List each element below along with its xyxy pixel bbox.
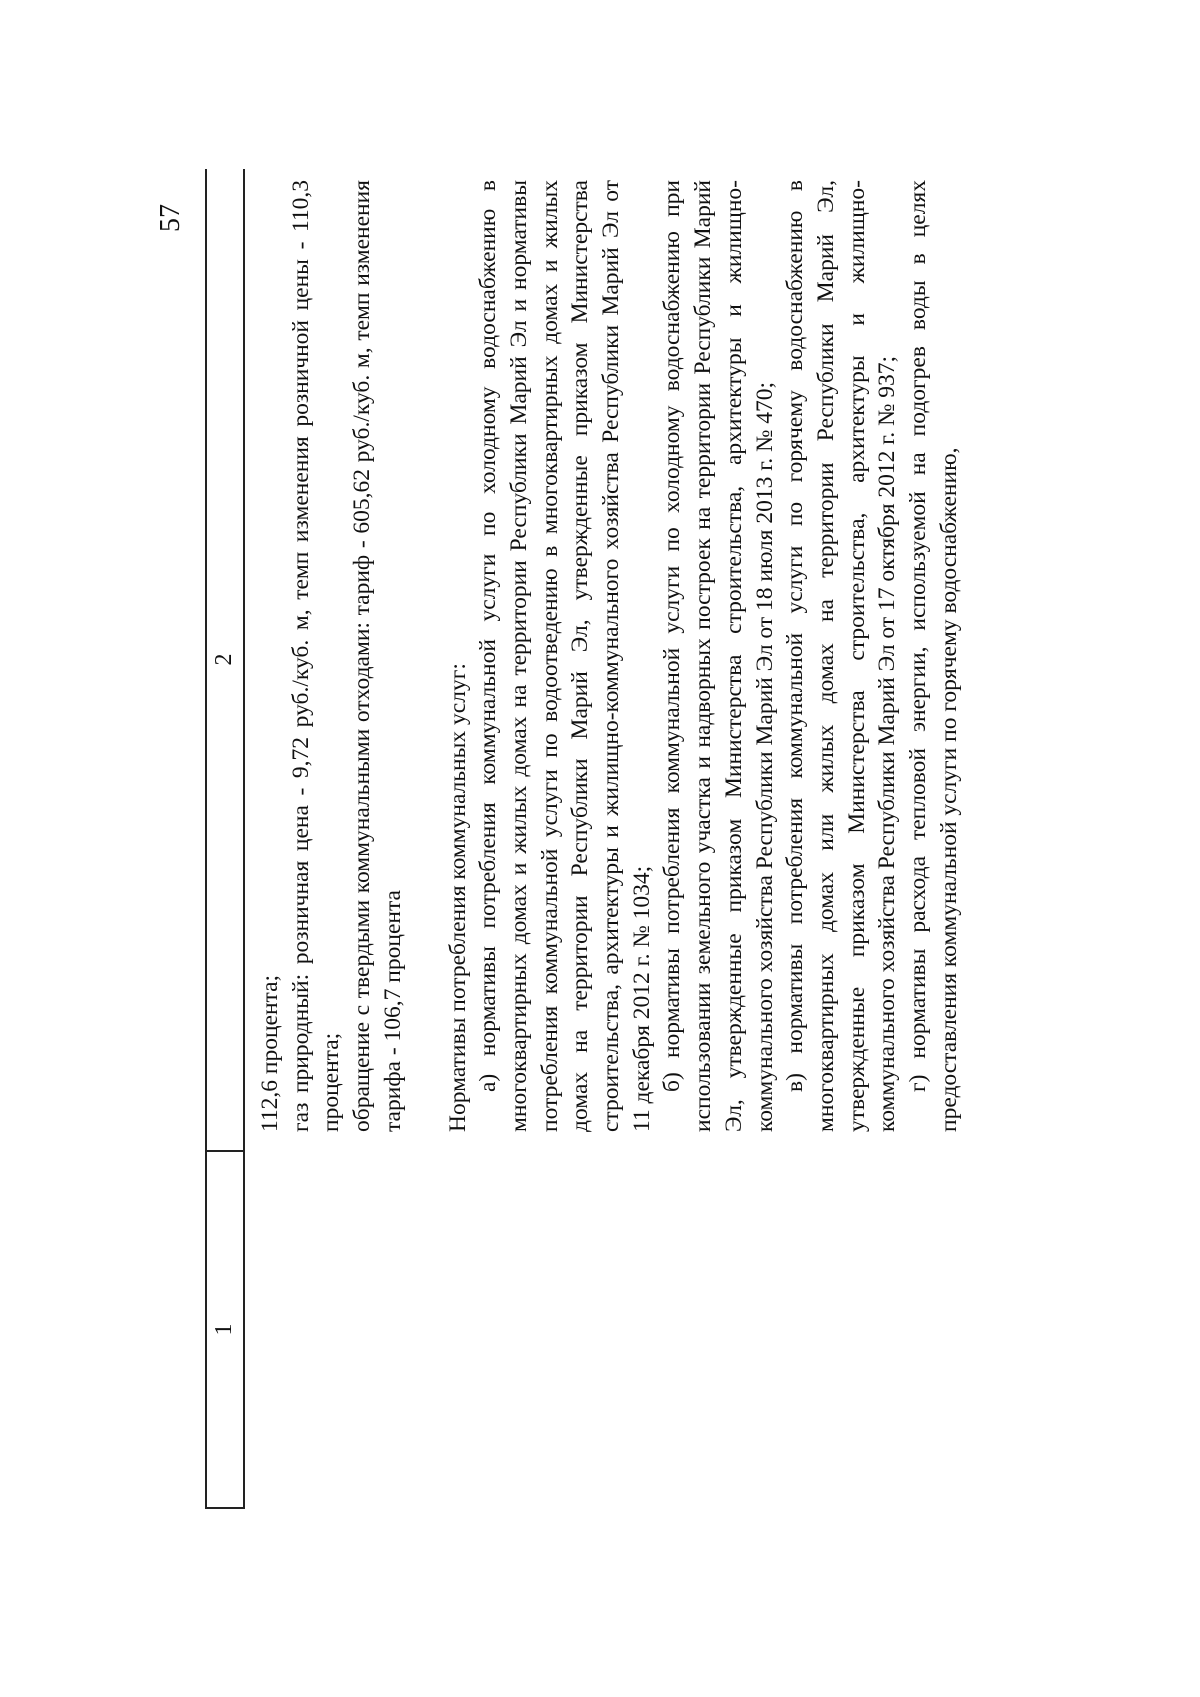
paragraph-norm-c: в) нормативы потребления коммунальной услуги по горячему водоснабжению в многоквартирных домах или жилых домах на территории Республики Марий Эл, утвержденные приказом Министерства строительства, архитектуры и жилищно-коммунального хозяйства Республики Марий Эл от 17 октября 2012 г. № 937; [782, 180, 901, 1132]
page-number: 57 [155, 204, 186, 232]
paragraph-consumption-norms-heading: Нормативы потребления коммунальных услуг: [444, 663, 471, 1132]
column-2-header: 2 [211, 653, 237, 666]
paragraph-norm-d: г) нормативы расхода тепловой энергии, используемой на подогрев воды в целях предоставления коммунальной услуги по горячему водоснабжению, [905, 180, 962, 1132]
table-header-border [243, 169, 245, 1509]
column-1-header: 1 [211, 1323, 237, 1336]
table-cell-column-2 [255, 180, 964, 1132]
table-top-border [205, 169, 207, 1509]
paragraph-norm-a: а) нормативы потребления коммунальной услуги по холодному водоснабжению в многоквартирных домах и жилых домах на территории Республики Марий Эл и нормативы потребления коммунальной услуги по водоотведению в многоквартирных домах и жилых домах на территории Республики Марий Эл, утвержденные приказом Министерства строительства, архитектуры и жилищно-коммунального хозяйства Республики Марий Эл от 11 декабря 2012 г. № 1034; [475, 180, 655, 1132]
paragraph-electricity-tail: 112,6 процента; [257, 974, 283, 1132]
paragraph-natural-gas: газ природный: розничная цена - 9,72 руб./куб. м, темп изменения розничной цены - 110,3 процента; [287, 180, 345, 1132]
table-left-border [205, 1507, 245, 1509]
paragraph-norm-b: б) нормативы потребления коммунальной услуги по холодному водоснабжению при использовании земельного участка и надворных построек на территории Республики Марий Эл, утвержденные приказом Министерства строительства, архитектуры и жилищно-коммунального хозяйства Республики Марий Эл от 18 июля 2013 г. № 470; [659, 180, 778, 1132]
paragraph-solid-waste: обращение с твердыми коммунальными отходами: тариф - 605,62 руб./куб. м, темп изменения тарифа - 106,7 процента [349, 180, 406, 1132]
